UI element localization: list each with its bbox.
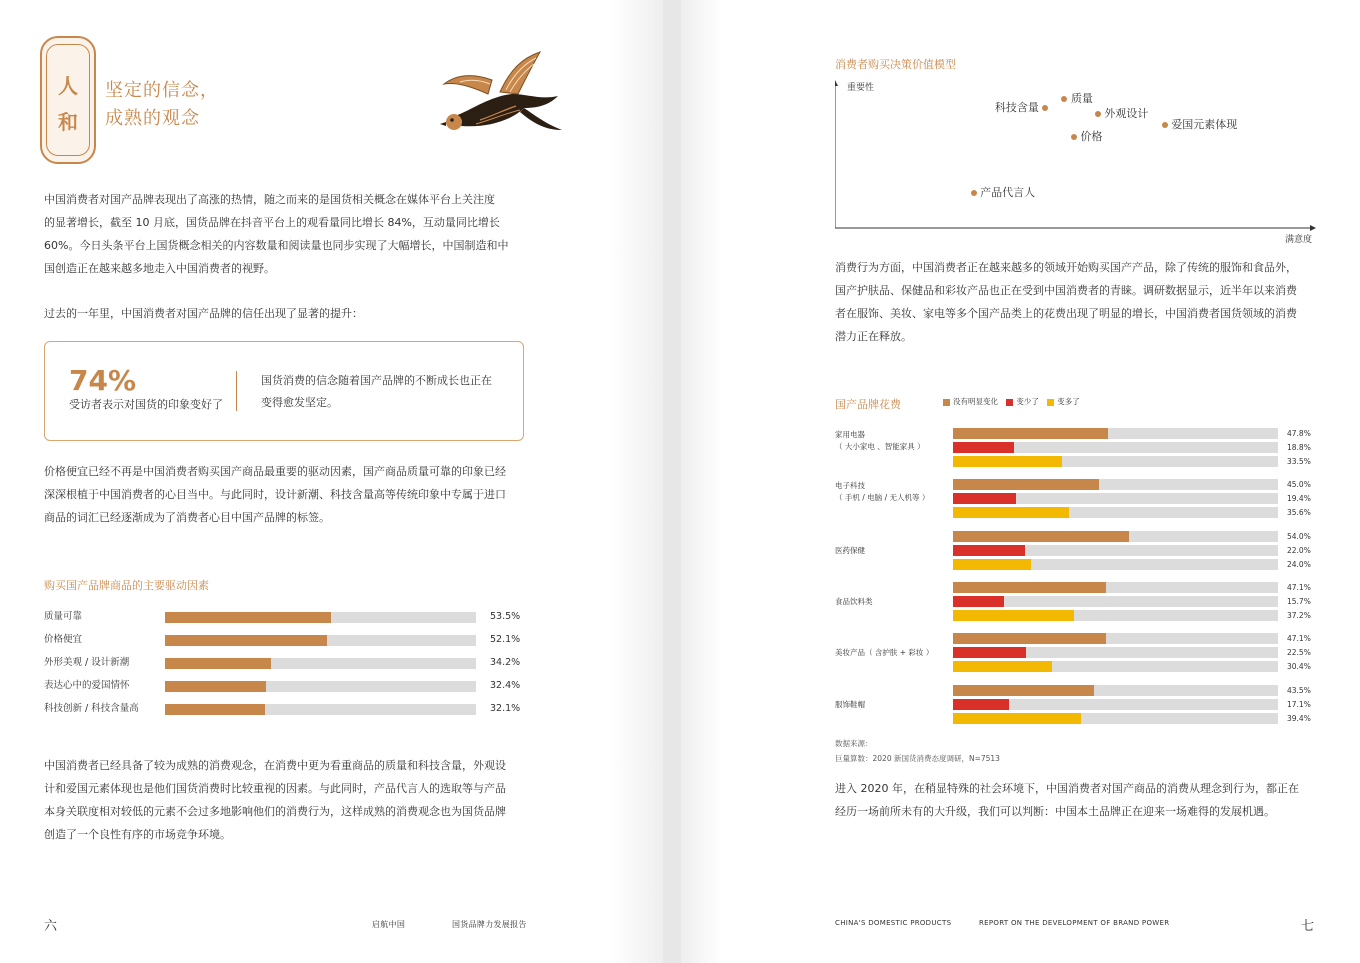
trust-sentence: 过去的一年里，中国消费者对国产品牌的信任出现了显著的提升： <box>44 307 363 320</box>
data-source <box>835 736 1000 766</box>
scatter-y-label: 重要性 <box>847 83 875 93</box>
spend-value: 47.8% <box>1287 429 1311 438</box>
spend-bar <box>953 479 1099 490</box>
price-paragraph <box>44 460 534 529</box>
spend-bar-track <box>953 531 1278 542</box>
intro-line: 中国消费者对国产品牌表现出了高涨的热情，随之而来的是国货相关概念在媒体平台上关注度 <box>44 193 495 206</box>
spend-bar <box>953 713 1081 724</box>
price-line: 深深根植于中国消费者的心目当中。与此同时，设计新潮、科技含量高等传统印象中专属于进口 <box>44 488 506 501</box>
spend-bar-track <box>953 596 1278 607</box>
scatter-point-label: 外观设计 <box>1104 106 1149 120</box>
driver-label: 价格便宜 <box>44 634 83 645</box>
spend-bar-track <box>953 493 1278 504</box>
spend-bar-track <box>953 456 1278 467</box>
closing-line: 经历一场前所未有的大升级，我们可以判断：中国本土品牌正在迎来一场难得的发展机遇。 <box>835 805 1275 818</box>
spend-value: 47.1% <box>1287 634 1311 644</box>
spend-bar <box>953 442 1014 453</box>
spend-category-label <box>835 596 873 608</box>
footer-right-center: REPORT ON THE DEVELOPMENT OF BRAND POWER <box>979 919 1170 927</box>
spend-value: 47.1% <box>1287 582 1311 592</box>
swallow-illustration <box>440 50 564 142</box>
spend-bar <box>953 428 1108 439</box>
scatter-point-label: 质量 <box>1070 91 1093 105</box>
spend-bar <box>953 456 1062 467</box>
spend-value: 35.6% <box>1287 508 1311 518</box>
page-number-left: 六 <box>44 919 58 934</box>
source-line: 巨量算数：2020 新国货消费态度调研，N=7513 <box>835 754 1000 763</box>
spend-value: 22.0% <box>1287 545 1311 555</box>
scatter-point-label: 科技含量 <box>994 100 1039 114</box>
driver-bar <box>165 681 266 692</box>
behavior-paragraph <box>835 256 1325 348</box>
spend-bar-track <box>953 699 1278 710</box>
spend-bar <box>953 545 1025 556</box>
legend-label: 变少了 <box>1016 397 1039 406</box>
spend-value: 43.5% <box>1287 685 1311 695</box>
highlight-box <box>44 341 524 441</box>
scatter-dot <box>1162 122 1168 128</box>
scatter-point <box>1162 116 1238 132</box>
spend-category-name: 食品饮料类 <box>835 596 873 606</box>
right-page <box>681 0 1360 963</box>
spend-category-label <box>835 545 865 557</box>
drivers-chart-title: 购买国产品牌商品的主要驱动因素 <box>44 579 209 592</box>
closing-line: 中国消费者已经具备了较为成熟的消费观念，在消费中更为看重商品的质量和科技含量，外观设 <box>44 759 506 772</box>
intro-line: 国创造正在越来越多地走入中国消费者的视野。 <box>44 262 275 275</box>
intro-line: 60%。今日头条平台上国货概念相关的内容数量和阅读量也同步实现了大幅增长，中国制造和中 <box>44 239 509 252</box>
driver-label: 外形美观 / 设计新潮 <box>44 657 130 668</box>
driver-value: 34.2% <box>490 657 521 668</box>
spend-bar <box>953 685 1094 696</box>
highlight-note-line: 国货消费的信念随着国产品牌的不断成长也正在 <box>261 374 492 387</box>
legend-swatch <box>1047 399 1054 406</box>
legend-item-less <box>1006 397 1039 406</box>
driver-bar-row <box>44 633 524 647</box>
spend-bar <box>953 507 1069 518</box>
price-line: 价格便宜已经不再是中国消费者购买国产商品最重要的驱动因素，国产商品质量可靠的印象已经 <box>44 465 506 478</box>
driver-bar-track <box>165 658 476 669</box>
highlight-note <box>261 370 492 414</box>
behavior-line: 者在服饰、美妆、家电等多个国产品类上的花费出现了明显的增长，中国消费者国货领域的消费 <box>835 307 1297 320</box>
badge-char-he: 和 <box>58 110 78 134</box>
spend-bar <box>953 647 1026 658</box>
scatter-point-label: 价格 <box>1080 130 1103 144</box>
spend-bar-track <box>953 610 1278 621</box>
scatter-point <box>1071 128 1103 144</box>
legend-swatch <box>943 399 950 406</box>
spend-bar-track <box>953 713 1278 724</box>
highlight-caption: 受访者表示对国货的印象变好了 <box>69 398 223 411</box>
ren-he-badge <box>40 36 96 164</box>
spend-bar-track <box>953 582 1278 593</box>
driver-bar <box>165 635 327 646</box>
spend-bar-track <box>953 661 1278 672</box>
spend-value: 39.4% <box>1287 713 1311 723</box>
spend-category-name: 医药保健 <box>835 545 865 555</box>
spend-category-sub: （ 大小家电 、智能家具 ） <box>835 442 925 451</box>
spend-value: 33.5% <box>1287 457 1311 466</box>
intro-line: 的显著增长，截至 10 月底，国货品牌在抖音平台上的观看量同比增长 84%，互动量同比增长 <box>44 216 500 229</box>
highlight-percent: 74% <box>69 364 137 397</box>
spend-value: 30.4% <box>1287 662 1311 672</box>
spend-value: 15.7% <box>1287 596 1311 606</box>
legend-swatch <box>1006 399 1013 406</box>
spend-category-name: 服饰鞋帽 <box>835 699 865 709</box>
spend-bar-track <box>953 545 1278 556</box>
scatter-dot <box>1061 96 1067 102</box>
scatter-point <box>995 99 1049 115</box>
spend-value: 24.0% <box>1287 559 1311 569</box>
spend-category-name: 电子科技 <box>835 481 865 491</box>
driver-bar-row <box>44 679 524 693</box>
price-line: 商品的词汇已经逐渐成为了消费者心目中国产品牌的标签。 <box>44 511 330 524</box>
scatter-dot <box>1095 111 1101 117</box>
spend-bar <box>953 596 1004 607</box>
driver-bar <box>165 612 331 623</box>
spend-value: 54.0% <box>1287 531 1311 541</box>
driver-bar-track <box>165 681 476 692</box>
spend-value: 45.0% <box>1287 480 1311 490</box>
driver-value: 32.1% <box>490 703 521 714</box>
spend-category-label <box>835 429 925 453</box>
spend-bar <box>953 633 1106 644</box>
legend-item-no-change <box>943 397 998 406</box>
spend-bar-track <box>953 428 1278 439</box>
spend-bar <box>953 699 1009 710</box>
closing-paragraph-left <box>44 754 534 846</box>
scatter-point <box>1061 90 1093 106</box>
spend-legend <box>943 396 1080 407</box>
spend-category-label <box>835 699 865 711</box>
footer-right-left: CHINA'S DOMESTIC PRODUCTS <box>835 919 952 927</box>
spend-category-sub: （ 手机 / 电脑 / 无人机等 ） <box>835 493 930 503</box>
behavior-line: 潜力正在释放。 <box>835 330 912 343</box>
legend-label: 没有明显变化 <box>953 397 998 406</box>
driver-bar-track <box>165 704 476 715</box>
closing-line: 本身关联度相对较低的元素不会过多地影响他们的消费行为，这样成熟的消费观念也为国货品牌 <box>44 805 506 818</box>
highlight-note-line: 变得愈发坚定。 <box>261 396 338 409</box>
spend-bar-track <box>953 647 1278 658</box>
spend-category-name: 家用电器 <box>835 430 865 439</box>
value-model-scatter <box>835 80 1317 245</box>
page-number-right: 七 <box>1301 919 1315 934</box>
spend-bar <box>953 610 1074 621</box>
closing-line: 创造了一个良性有序的市场竞争环境。 <box>44 828 231 841</box>
scatter-point <box>971 184 1036 200</box>
spend-bar-track <box>953 507 1278 518</box>
footer-left-right: 国货品牌力发展报告 <box>452 920 527 929</box>
headline-line-2: 成熟的观念 <box>105 108 200 129</box>
scatter-point-label: 爱国元素体现 <box>1171 118 1238 132</box>
scatter-dot <box>971 190 977 196</box>
spend-value: 17.1% <box>1287 699 1311 709</box>
spend-bar-track <box>953 442 1278 453</box>
scatter-point-label: 产品代言人 <box>980 186 1036 200</box>
driver-label: 科技创新 / 科技含量高 <box>44 703 139 714</box>
driver-bar-track <box>165 612 476 623</box>
headline-line-1: 坚定的信念， <box>105 80 219 101</box>
scatter-dot <box>1042 105 1048 111</box>
driver-bar <box>165 704 265 715</box>
badge-char-ren: 人 <box>58 74 78 98</box>
behavior-line: 国产护肤品、保健品和彩妆产品也正在受到中国消费者的青睐。调研数据显示，近半年以来消费 <box>835 284 1297 297</box>
spend-value: 37.2% <box>1287 610 1311 620</box>
footer-left-center: 启航中国 <box>372 920 406 929</box>
driver-value: 53.5% <box>490 611 521 622</box>
closing-paragraph-right <box>835 777 1325 823</box>
spend-bar <box>953 493 1016 504</box>
legend-item-more <box>1047 397 1080 406</box>
driver-bar-track <box>165 635 476 646</box>
left-page <box>0 0 663 963</box>
spend-bar-track <box>953 559 1278 570</box>
spend-category-label <box>835 647 933 659</box>
spend-category-label <box>835 480 929 504</box>
scatter-chart-title: 消费者购买决策价值模型 <box>835 58 956 71</box>
scatter-x-label: 满意度 <box>1285 235 1313 245</box>
driver-label: 质量可靠 <box>44 611 83 622</box>
spend-category-name: 美妆产品（ 含护肤 + 彩妆 ） <box>835 648 934 658</box>
spend-bar-track <box>953 685 1278 696</box>
spend-value: 19.4% <box>1287 494 1311 504</box>
spend-value: 18.8% <box>1287 443 1311 452</box>
spend-bar <box>953 661 1052 672</box>
spend-value: 22.5% <box>1287 648 1311 658</box>
driver-label: 表达心中的爱国情怀 <box>44 680 130 691</box>
driver-bar <box>165 658 271 669</box>
driver-value: 52.1% <box>490 634 521 645</box>
legend-label: 变多了 <box>1057 397 1080 406</box>
behavior-line: 消费行为方面，中国消费者正在越来越多的领域开始购买国产产品，除了传统的服饰和食品外， <box>835 261 1297 274</box>
highlight-divider <box>236 371 237 411</box>
scatter-dot <box>1071 134 1077 140</box>
driver-bar-row <box>44 610 524 624</box>
driver-bar-row <box>44 702 524 716</box>
closing-line: 计和爱国元素体现也是他们国货消费时比较重视的因素。与此同时，产品代言人的选取等与产品 <box>44 782 506 795</box>
driver-bar-row <box>44 656 524 670</box>
scatter-point <box>1095 105 1149 121</box>
spend-bar <box>953 582 1106 593</box>
closing-line: 进入 2020 年，在稍显特殊的社会环境下，中国消费者对国产商品的消费从理念到行为，都正在 <box>835 782 1299 795</box>
spend-chart-title: 国产品牌花费 <box>835 398 901 411</box>
spend-bar <box>953 531 1129 542</box>
driver-value: 32.4% <box>490 680 521 691</box>
spend-bar <box>953 559 1031 570</box>
spend-bar-track <box>953 479 1278 490</box>
spend-bar-track <box>953 633 1278 644</box>
source-line: 数据来源： <box>835 739 873 748</box>
intro-paragraph <box>44 188 534 280</box>
